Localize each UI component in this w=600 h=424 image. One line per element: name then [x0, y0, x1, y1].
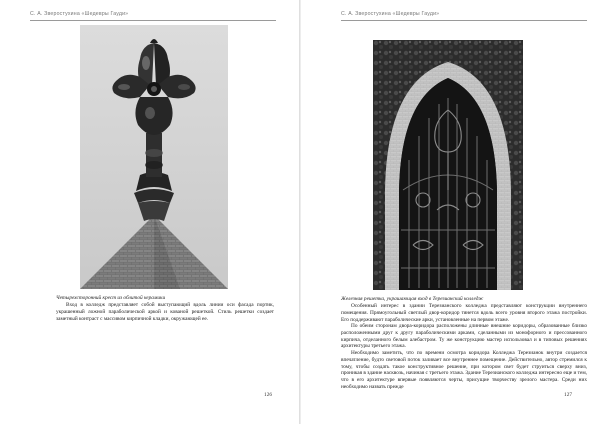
- header-rule-left: [30, 20, 276, 21]
- paragraph: Особенный интерес в здании Терезианского колледжа представляют конструкции внутреннего помещения. Прямоугольный светлый двор-коридор тянется вдоль всего уровня второго этажа постройки. Его поддерживают параболические арки, установленные на первом этаже.: [341, 303, 587, 323]
- right-page: [301, 0, 600, 424]
- photo-ceramic-cross: [80, 25, 228, 289]
- left-page: [0, 0, 299, 424]
- photo-iron-gate: [373, 40, 523, 290]
- left-text-block: [56, 295, 274, 322]
- page-number-left: 126: [264, 392, 272, 398]
- paragraph: По обеим сторонам двора-коридора расположены длинные внешние коридоры, образованные близко расположенными друг к другу параболическими арками, сделанными из монофорного и прессованного кирпича, отделанного белым алебастром. Ту же конструкцию мастер использовал и в типовых решениях архитектуры третьего этажа.: [341, 323, 587, 350]
- header-rule-right: [341, 20, 587, 21]
- running-head-right: С. А. Зверостухина «Шедевры Гауди»: [341, 11, 440, 17]
- photo-caption-right: Железная решетка, украшающая вход в Терезианский колледж: [341, 296, 484, 302]
- paragraph: Вход в колледж представляет собой выступающий вдоль линии оси фасада портик, украшенный ложной параболической аркой и кованой решеткой. Стиль решетки создает заметный контраст с массивом кирпичной кладки, окружающей ее.: [56, 302, 274, 322]
- photo-caption-left: Четырехсторонний крест из облитой керамики: [56, 295, 166, 301]
- paragraph: Необходимо заметить, что по времени осмотра коридора Колледжа Терезианок внутри создается впечатление, будто световой поток заливает все внутреннее помещение. Действительно, автор стремился к тому, чтобы создать такое конструктивное решение, при котором свет будет струиться сверху вниз, проникая в здание насквозь, начиная с третьего этажа. Здание Терезианского колледжа интересно еще и тем, что в его архитектуре впервые появляются черты, присущие творчеству зрелого мастера. Среди них необходимо назвать прежде: [341, 350, 587, 390]
- right-text-block: [341, 296, 587, 390]
- page-number-right: 127: [564, 392, 572, 398]
- running-head-left: С. А. Зверостухина «Шедевры Гауди»: [30, 11, 129, 17]
